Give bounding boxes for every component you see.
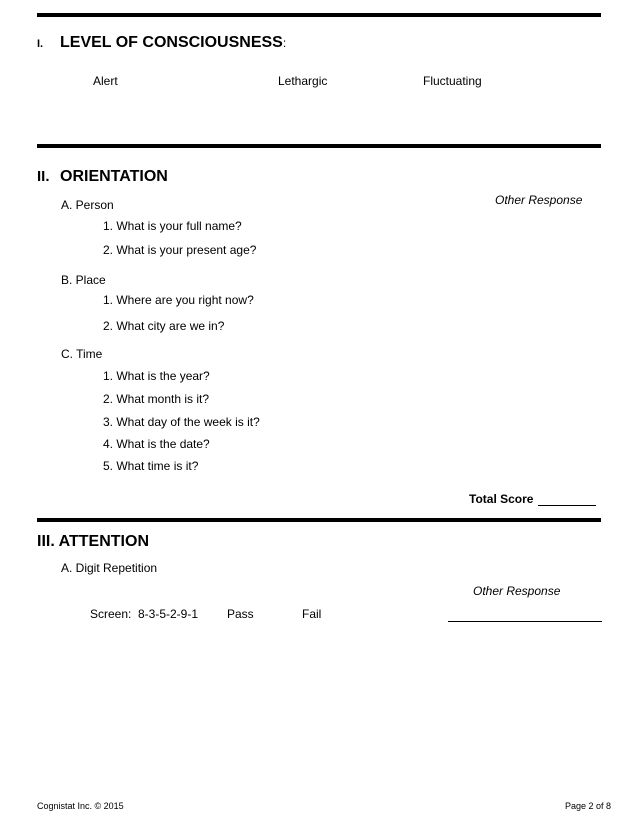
section2-rule — [37, 144, 601, 148]
question-time: 5. What time is it? — [103, 459, 199, 473]
question-city: 2. What city are we in? — [103, 319, 225, 333]
option-alert[interactable]: Alert — [93, 74, 118, 88]
screen-digits: 8-3-5-2-9-1 — [138, 607, 199, 621]
question-year: 1. What is the year? — [103, 369, 210, 383]
section1-number: I. — [37, 38, 44, 50]
section2-number: II. — [37, 168, 50, 185]
group-person-label: A. Person — [61, 198, 114, 212]
section3-title: III. ATTENTION — [37, 533, 149, 550]
question-day-of-week: 3. What day of the week is it? — [103, 415, 260, 429]
top-rule — [37, 13, 601, 17]
question-month: 2. What month is it? — [103, 392, 210, 406]
option-lethargic[interactable]: Lethargic — [278, 74, 328, 88]
screen-label: Screen: — [90, 607, 132, 621]
footer-copyright: Cognistat Inc. © 2015 — [37, 801, 124, 811]
question-full-name: 1. What is your full name? — [103, 219, 242, 233]
digit-repetition-label: A. Digit Repetition — [61, 561, 158, 575]
section2-title: ORIENTATION — [60, 168, 168, 185]
total-score-field[interactable] — [538, 493, 596, 506]
group-place-label: B. Place — [61, 273, 106, 287]
other-response-label: Other Response — [495, 193, 583, 207]
fail-option[interactable]: Fail — [302, 607, 322, 621]
other-response-label-attention: Other Response — [473, 584, 561, 598]
pass-option[interactable]: Pass — [227, 607, 254, 621]
total-score-label: Total Score — [469, 492, 534, 506]
option-fluctuating[interactable]: Fluctuating — [423, 74, 482, 88]
footer-page-number: Page 2 of 8 — [565, 801, 612, 811]
question-where-now: 1. Where are you right now? — [103, 293, 254, 307]
other-response-field[interactable] — [448, 609, 602, 622]
question-date: 4. What is the date? — [103, 437, 210, 451]
section3-rule — [37, 518, 601, 522]
group-time-label: C. Time — [61, 347, 103, 361]
question-present-age: 2. What is your present age? — [103, 243, 257, 257]
section1-title: LEVEL OF CONSCIOUSNESS: — [60, 34, 287, 51]
